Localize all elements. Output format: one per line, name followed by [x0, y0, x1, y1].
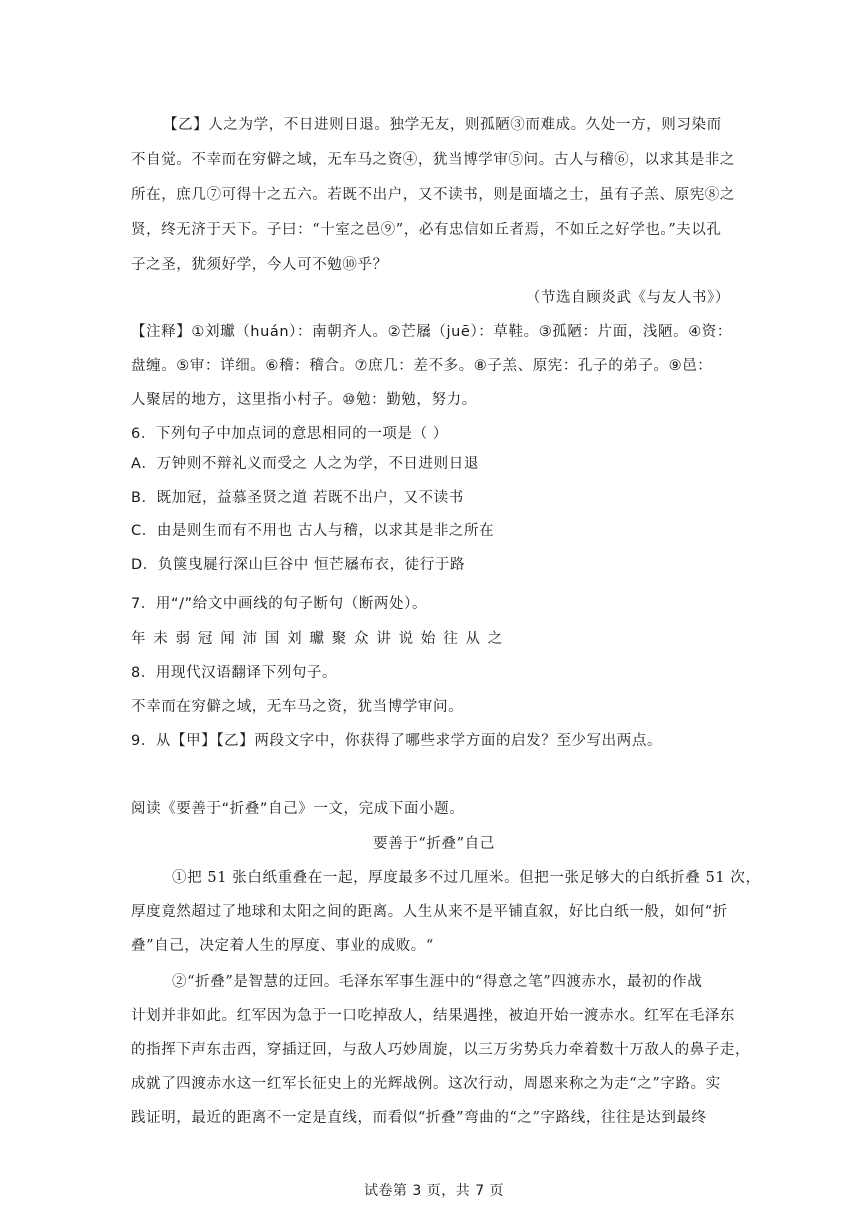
q6-stem: 6．下列句子中加点词的意思相同的一项是（ ） [131, 426, 449, 442]
reading-title: 要善于“折叠”自己 [373, 836, 495, 852]
passage-yi-line-1: 【乙】人之为学，不日进则日退。独学无友，则孤陋③而难成。久处一方，则习染而 [163, 117, 722, 133]
q7-sentence: 年未弱冠闻沛国刘瓛聚众讲说始往从之 [131, 631, 511, 647]
passage-yi-line-2: 不自觉。不幸而在穷僻之域，无车马之资④，犹当博学审⑤问。古人与稽⑥，以求其是非之 [131, 152, 735, 168]
notes-line-2: 盘缠。⑤审：详细。⑥稽：稽合。⑦庶几：差不多。⑧子羔、原宪：孔子的弟子。⑨邑： [131, 358, 713, 374]
notes-line-1: 【注释】①刘瓛（huán）：南朝齐人。②芒屩（juē）：草鞋。③孤陋：片面，浅陋。④资： [131, 324, 732, 340]
reading-para2-line-2: 计划并非如此。红军因为急于一口吃掉敌人，结果遇挫，被迫开始一渡赤水。红军在毛泽东 [131, 1008, 735, 1024]
q9-stem: 9．从【甲】【乙】两段文字中，你获得了哪些求学方面的启发？至少写出两点。 [131, 733, 663, 749]
reading-intro: 阅读《要善于“折叠”自己》一文，完成下面小题。 [131, 801, 465, 817]
passage-yi-line-4: 贤，终无济于天下。子曰：“十室之邑⑨”，必有忠信如丘者焉，不如丘之好学也。”夫以孔 [131, 222, 722, 238]
notes-line-3: 人聚居的地方，这里指小村子。⑩勉：勤勉，努力。 [131, 392, 477, 408]
q8-sentence: 不幸而在穷僻之域，无车马之资，犹当博学审问。 [131, 699, 464, 715]
passage-yi-line-5: 子之圣，犹须好学，今人可不勉⑩乎？ [131, 257, 388, 273]
q8-stem: 8．用现代汉语翻译下列句子。 [131, 665, 338, 681]
passage-source: （节选自顾炎武《与友人书》） [525, 290, 730, 306]
q6-option-d: D．负箧曳屣行深山巨谷中 恒芒屩布衣，徒行于路 [131, 557, 466, 573]
passage-yi-line-3: 所在，庶几⑦可得十之五六。若既不出户，又不读书，则是面墙之士，虽有子羔、原宪⑧之 [131, 187, 735, 203]
reading-para1-line-1: ①把 51 张白纸重叠在一起，厚度最多不过几厘米。但把一张足够大的白纸折叠 51 次， [172, 870, 761, 886]
q6-option-c: C．由是则生而有不用也 古人与稽，以求其是非之所在 [131, 523, 495, 539]
q7-stem: 7．用“/”给文中画线的句子断句（断两处）。 [131, 596, 428, 612]
reading-para2-line-3: 的指挥下声东击西，穿插迂回，与敌人巧妙周旋，以三万劣势兵力牵着数十万敌人的鼻子走， [131, 1042, 751, 1058]
q6-option-a: A．万钟则不辩礼义而受之 人之为学，不日进则日退 [131, 456, 479, 472]
reading-para1-line-2: 厚度竟然超过了地球和太阳之间的距离。人生从来不是平铺直叙，好比白纸一般，如何“折 [131, 904, 728, 920]
q6-option-b: B．既加冠，益慕圣贤之道 若既不出户，又不读书 [131, 490, 464, 506]
page-footer: 试卷第 3 页，共 7 页 [363, 1183, 505, 1199]
reading-para2-line-5: 践证明，最近的距离不一定是直线，而看似“折叠”弯曲的“之”字路线，往往是达到最终 [131, 1110, 707, 1126]
reading-para2-line-1: ②“折叠”是智慧的迂回。毛泽东军事生涯中的“得意之笔”四渡赤水，最初的作战 [172, 974, 703, 990]
reading-para2-line-4: 成就了四渡赤水这一红军长征史上的光辉战例。这次行动，周恩来称之为走“之”字路。实 [131, 1076, 721, 1092]
reading-para1-line-3: 叠”自己，决定着人生的厚度、事业的成败。“ [131, 938, 434, 954]
